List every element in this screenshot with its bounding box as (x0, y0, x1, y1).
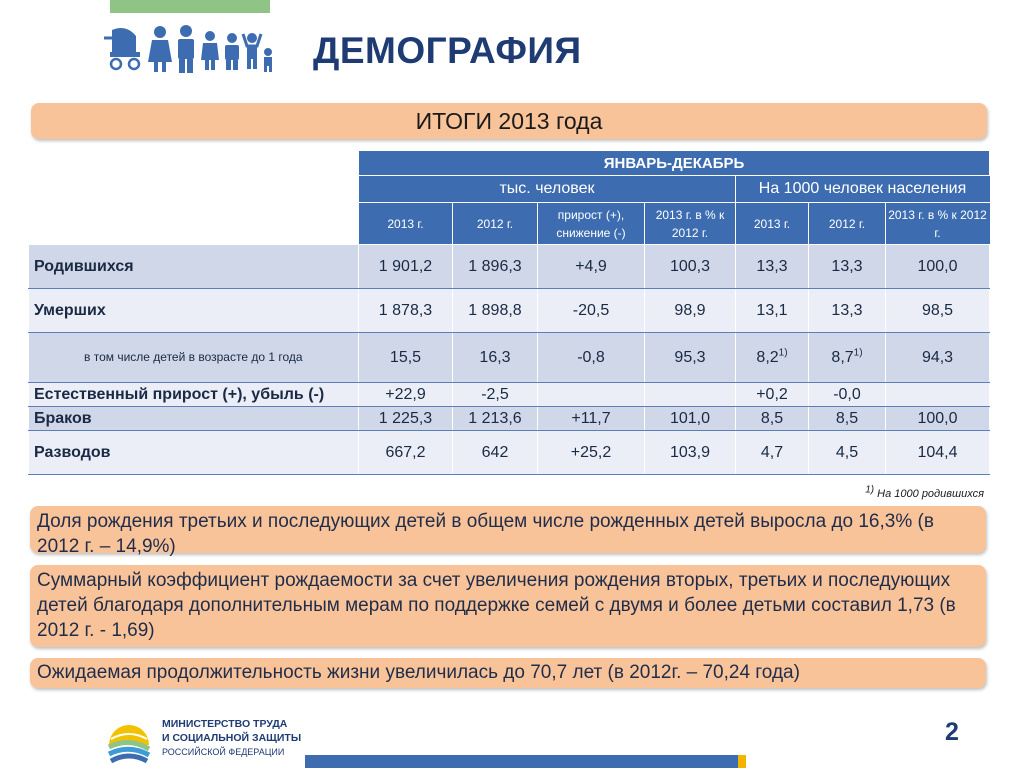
table-cell (538, 383, 645, 407)
table-corner (29, 176, 359, 203)
table-cell: 94,3 (886, 333, 990, 383)
table-row (29, 407, 990, 431)
table-cell: 16,3 (453, 333, 538, 383)
table-cell: 8,5 (736, 407, 809, 431)
table-cell: 100,3 (645, 245, 736, 289)
ministry-line: И СОЦИАЛЬНОЙ ЗАЩИТЫ (162, 732, 302, 744)
cell-value: 8,7 (831, 348, 854, 366)
table-cell: 101,0 (645, 407, 736, 431)
table-row (29, 383, 990, 407)
table-group-row (29, 176, 990, 203)
table-cell: 8,5 (809, 407, 886, 431)
footnote-text: На 1000 родившихся (877, 488, 984, 500)
note-fertility-rate: Суммарный коэффициент рождаемости за счет увеличения рождения вторых, третьих и последующих детей благодаря дополнительным мерам по поддержке семей с двумя и более детьми составил 1,73 (в 2012 г. - 1,69) (30, 565, 986, 647)
group-relative-header: На 1000 человек населения (736, 176, 990, 203)
column-header: 2013 г. (736, 203, 809, 245)
row-label: Умерших (29, 289, 359, 333)
table-cell (736, 333, 809, 383)
table-row (29, 245, 990, 289)
table-subheader-row (29, 203, 990, 245)
page-number: 2 (945, 718, 959, 746)
table-cell (645, 383, 736, 407)
ministry-line: РОССИЙСКОЙ ФЕДЕРАЦИИ (162, 747, 285, 757)
table-footnote (865, 484, 984, 500)
table-cell: -20,5 (538, 289, 645, 333)
cell-value: 8,2 (756, 348, 779, 366)
table-cell: 642 (453, 431, 538, 475)
row-label: Разводов (29, 431, 359, 475)
group-absolute-header: тыс. человек (359, 176, 736, 203)
ministry-line: МИНИСТЕРСТВО ТРУДА (162, 718, 288, 730)
table-cell: 95,3 (645, 333, 736, 383)
table-cell: 103,9 (645, 431, 736, 475)
table-cell: 1 878,3 (359, 289, 453, 333)
table-header-row (29, 151, 990, 176)
table-cell: 4,5 (809, 431, 886, 475)
table-cell: +4,9 (538, 245, 645, 289)
table-cell: +25,2 (538, 431, 645, 475)
table-corner (29, 203, 359, 245)
table-cell: 1 898,8 (453, 289, 538, 333)
footnote-marker: 1) (853, 347, 863, 359)
table-cell: 104,4 (886, 431, 990, 475)
table-cell: 100,0 (886, 245, 990, 289)
table-cell: 98,5 (886, 289, 990, 333)
table-corner (29, 151, 359, 176)
table-cell (809, 333, 886, 383)
row-label: Родившихся (29, 245, 359, 289)
row-label: Браков (29, 407, 359, 431)
ministry-name (162, 717, 301, 759)
column-header: 2013 г. (359, 203, 453, 245)
column-header: 2012 г. (453, 203, 538, 245)
table-cell: 100,0 (886, 407, 990, 431)
row-label: Естественный прирост (+), убыль (-) (29, 383, 359, 407)
table-row (29, 289, 990, 333)
table-row (29, 333, 990, 383)
note-third-children: Доля рождения третьих и последующих детей в общем числе рожденных детей выросла до 16,3% (в 2012 г. – 14,9%) (30, 506, 986, 553)
bottom-accent-mark (738, 755, 746, 768)
demography-table (28, 150, 990, 475)
table-cell: 13,1 (736, 289, 809, 333)
table-cell: 13,3 (809, 245, 886, 289)
column-header: 2013 г. в % к 2012 г. (886, 203, 990, 245)
row-label: в том числе детей в возрасте до 1 года (29, 333, 359, 383)
table-cell: 13,3 (736, 245, 809, 289)
table-cell: +22,9 (359, 383, 453, 407)
ministry-logo-icon (105, 715, 153, 763)
table-cell: -2,5 (453, 383, 538, 407)
table-cell: -0,0 (809, 383, 886, 407)
table-cell: 1 213,6 (453, 407, 538, 431)
table-cell: +0,2 (736, 383, 809, 407)
footnote-marker: 1) (865, 484, 875, 496)
footnote-marker: 1) (778, 347, 788, 359)
table-cell: 1 896,3 (453, 245, 538, 289)
table-cell: -0,8 (538, 333, 645, 383)
family-icon (102, 22, 274, 74)
top-accent-bar (110, 0, 270, 13)
table-cell: 13,3 (809, 289, 886, 333)
table-cell: +11,7 (538, 407, 645, 431)
table-cell: 4,7 (736, 431, 809, 475)
table-cell: 667,2 (359, 431, 453, 475)
column-header: 2013 г. в % к 2012 г. (645, 203, 736, 245)
bottom-accent-bar (305, 755, 738, 768)
note-life-expectancy: Ожидаемая продолжительность жизни увеличилась до 70,7 лет (в 2012г. – 70,24 года) (30, 658, 986, 688)
period-header: ЯНВАРЬ-ДЕКАБРЬ (359, 151, 990, 176)
column-header: 2012 г. (809, 203, 886, 245)
table-cell: 98,9 (645, 289, 736, 333)
page-title: ДЕМОГРАФИЯ (313, 30, 582, 71)
section-banner: ИТОГИ 2013 года (31, 103, 987, 139)
column-header: прирост (+), снижение (-) (538, 203, 645, 245)
table-cell: 1 225,3 (359, 407, 453, 431)
table-cell: 1 901,2 (359, 245, 453, 289)
table-cell: 15,5 (359, 333, 453, 383)
table-cell (886, 383, 990, 407)
table-row (29, 431, 990, 475)
